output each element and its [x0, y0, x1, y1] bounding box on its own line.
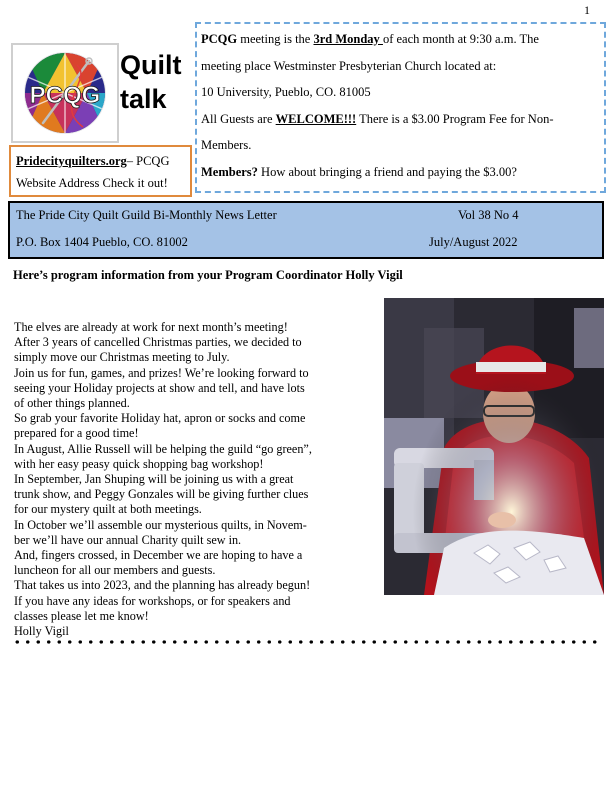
article-line: simply move our Christmas meeting to July.	[14, 350, 230, 365]
sewing-photo-illustration	[384, 298, 604, 595]
article-line: of other things planned.	[14, 396, 130, 411]
page-number: 1	[584, 3, 590, 17]
article-signature: Holly Vigil	[14, 624, 69, 639]
logo-badge-text: PCQG	[29, 82, 101, 109]
article-line: And, fingers crossed, in December we are hoping to have a	[14, 548, 303, 563]
article-line: prepared for a good time!	[14, 426, 139, 441]
meeting-address: 10 University, Pueblo, CO. 81005	[201, 85, 371, 99]
title-line-quilt: Quilt	[120, 50, 182, 80]
meeting-line-5: Members.	[201, 138, 252, 152]
article-line: In September, Jan Shuping will be joining us with a great	[14, 472, 294, 487]
article-line: In October we’ll assemble our mysterious quilts, in Novem-	[14, 517, 307, 532]
website-caption: Website Address Check it out!	[16, 176, 168, 190]
banner-issue-date: July/August 2022	[429, 235, 518, 249]
article-line: So grab your favorite Holiday hat, apron or socks and come	[14, 411, 306, 426]
article-line: for our mystery quilt at both meetings.	[14, 502, 202, 517]
program-heading: Here’s program information from your Program Coordinator Holly Vigil	[13, 268, 403, 282]
pcqg-logo	[11, 43, 119, 143]
meeting-line-6: Members? How about bringing a friend and paying the $3.00?	[201, 164, 517, 179]
website-suffix: – PCQG	[126, 154, 170, 168]
article-line: seeing your Holiday projects at show and tell, and have lots	[14, 380, 305, 395]
article-line: luncheon for all our members and guests.	[14, 563, 216, 578]
sewing-photo	[384, 298, 604, 595]
banner-newsletter-name: The Pride City Quilt Guild Bi-Monthly News Letter	[16, 208, 277, 222]
article-line: trunk show, and Peggy Gonzales will be giving further clues	[14, 487, 309, 502]
meeting-line-1: PCQG meeting is the 3rd Monday of each month at 9:30 a.m. The	[201, 32, 539, 46]
article-line: Join us for fun, games, and prizes! We’re looking forward to	[14, 365, 309, 380]
quilt-logo-icon	[13, 45, 117, 141]
banner-volume: Vol 38 No 4	[458, 208, 519, 222]
meeting-info-box	[195, 22, 606, 193]
title-line-talk: talk	[120, 84, 167, 114]
website-box	[9, 145, 192, 197]
article-line: In August, Allie Russell will be helping the guild “go green”,	[14, 441, 312, 456]
article-line: After 3 years of cancelled Christmas parties, we decided to	[14, 335, 302, 350]
newsletter-title	[120, 48, 182, 116]
article-line: If you have any ideas for workshops, or for speakers and	[14, 593, 291, 608]
article-line: ber we’ll have our annual Charity quilt sew in.	[14, 532, 242, 547]
website-link[interactable]: Pridecityquilters.org	[16, 154, 127, 168]
meeting-line-2: meeting place Westminster Presbyterian Church located at:	[201, 58, 497, 73]
meeting-line-4: All Guests are WELCOME!!! There is a $3.00 Program Fee for Non-	[201, 111, 554, 126]
article-line: The elves are already at work for next month’s meeting!	[14, 320, 288, 334]
article-line: That takes us into 2023, and the planning has already begun!	[14, 578, 311, 593]
dotted-divider	[12, 639, 602, 645]
article-line: with her easy peasy quick shopping bag workshop!	[14, 456, 264, 471]
program-article	[14, 320, 374, 639]
article-line: classes please let me know!	[14, 608, 149, 623]
banner-address: P.O. Box 1404 Pueblo, CO. 81002	[16, 235, 188, 249]
newsletter-banner	[8, 201, 604, 259]
